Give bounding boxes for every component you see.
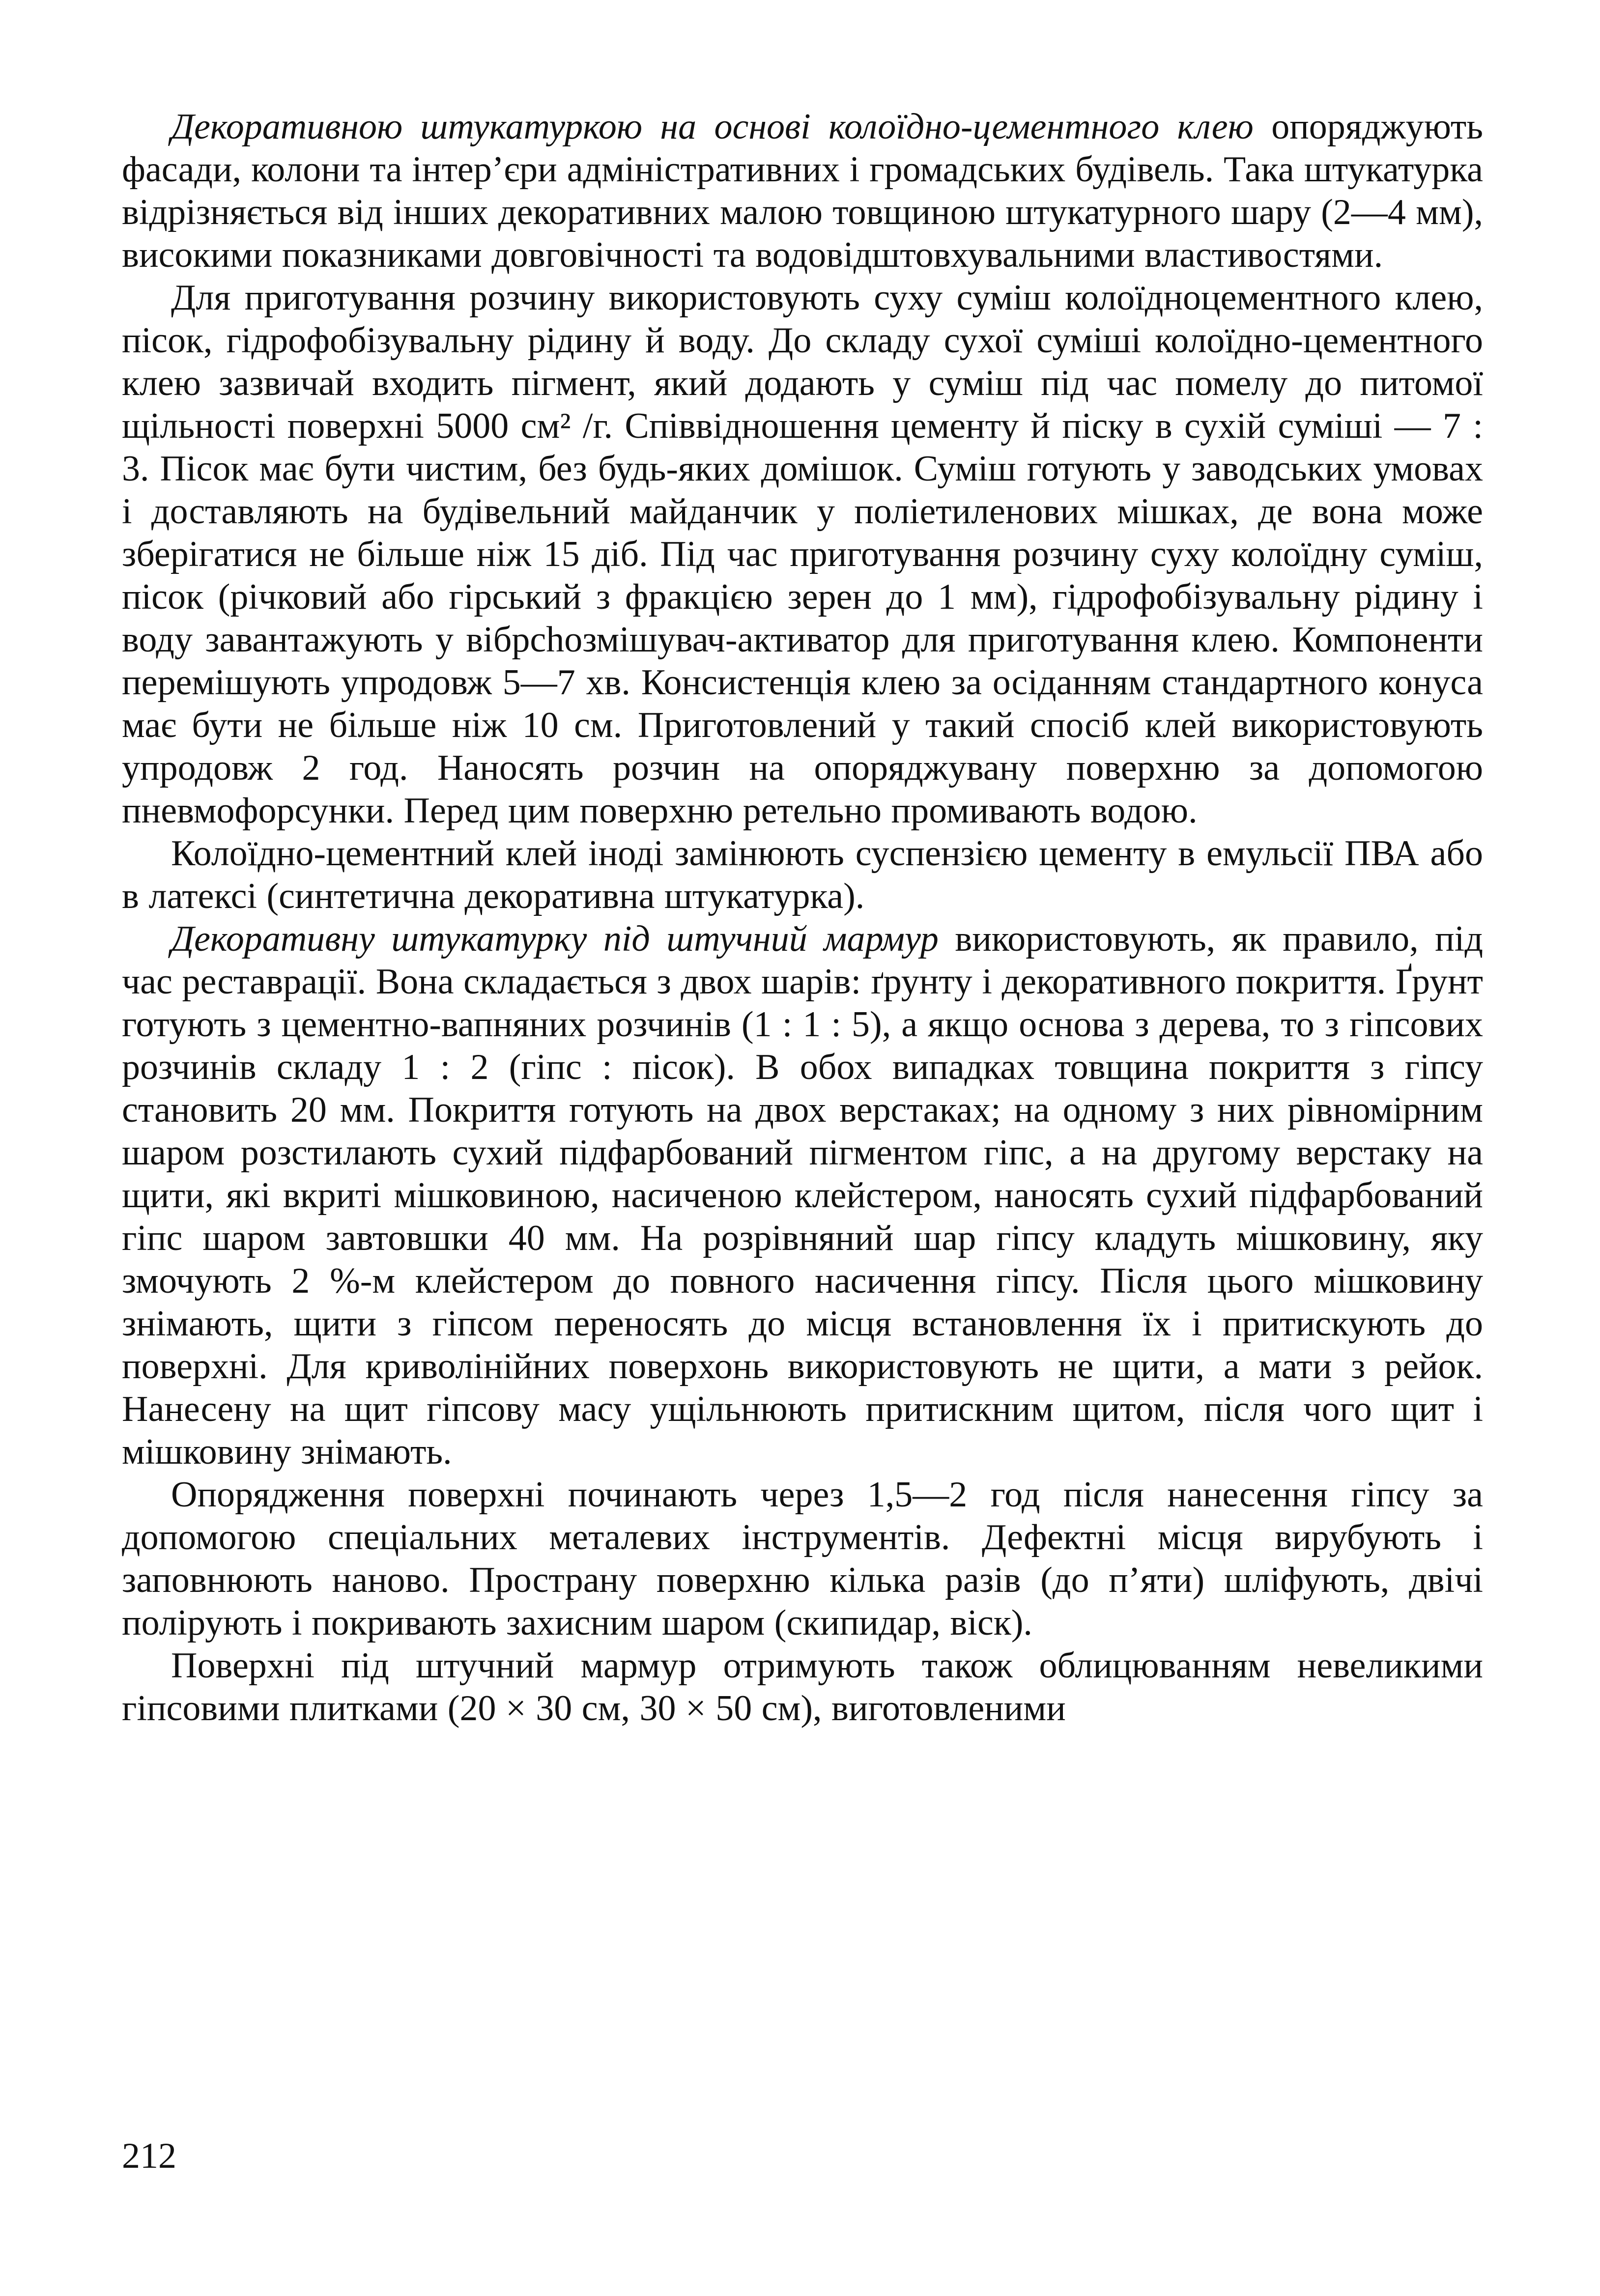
paragraph-text: опоряджують фасади, колони та інтер’єри адміністративних і громадських будівель. Така штукатурка відрізняється від інших декоративних малою товщиною штукатурного шару (2—4 мм), високими показниками довговічності та водовідштовхувальними властивостями. (122, 107, 1484, 275)
paragraph-gypsum-tiles (122, 1644, 1483, 1730)
paragraph-text: Для приготування розчину використовують суху суміш колоїдноцементного клею, пісок, гідрофобізувальну рідину й воду. До складу сухої суміші колоїдно-цементного клею зазвичай входить пігмент, який додають у суміш під час помелу до питомої щільності поверхні 5000 см² /г. Співвідношення цементу й піску в сухій суміші — 7 : 3. Пісок має бути чистим, без будь-яких домішок. Суміш готують у заводських умовах і доставляють на будівельний майданчик у поліетиленових мішках, де вона може зберігатися не більше ніж 15 діб. Під час приготування розчину суху колоїдну суміш, пісок (річковий або гірський з фракцією зерен до 1 мм), гідрофобізувальну рідину і воду завантажують у вібрchoзмішувач-активатор для приготування клею. Компоненти перемішують упродовж 5—7 хв. Консистенція клею за осіданням стандартного конуса має бути не більше ніж 10 см. Приготовлений у такий спосіб клей використовують упродовж 2 год. Наносять розчин на опоряджувану поверхню за допомогою пневмофорсунки. Перед цим поверхню ретельно промивають водою. (122, 278, 1483, 831)
page-number: 212 (122, 2136, 176, 2176)
paragraph-mortar-preparation (122, 277, 1483, 832)
paragraph-lead-italic: Декоративною штукатуркою на основі колоїдно-цементного клею (171, 107, 1254, 147)
paragraph-lead-italic: Декоративну штукатурку під штучний мармур (171, 919, 939, 959)
paragraph-decorative-plaster-colloid-cement (122, 106, 1483, 277)
paragraph-text: використовують, як правило, під час реставрації. Вона складається з двох шарів: ґрунту і декоративного покриття. Ґрунт готують з цементно-вапняних розчинів (1 : 1 : 5), а якщо основа з дерева, то з гіпсових розчинів складу 1 : 2 (гіпс : пісок). В обох випадках товщина покриття з гіпсу становить 20 мм. Покриття готують на двох верстаках; на одному з них рівномірним шаром розстилають сухий підфарбований пігментом гіпс, а на другому верстаку на щити, які вкриті мішковиною, насиченою клейстером, наносять сухий підфарбований гіпс шаром завтовшки 40 мм. На розрівняний шар гіпсу кладуть мішковину, яку змочують 2 %-м клейстером до повного насичення гіпсу. Після цього мішковину знімають, щити з гіпсом переносять до місця встановлення їх і притискують до поверхні. Для криволінійних поверхонь використовують не щити, а мати з рейок. Нанесену на щит гіпсову масу ущільнюють притискним щитом, після чого щит і мішковину знімають. (122, 919, 1483, 1472)
page-body (122, 106, 1483, 2189)
paragraph-text: Опорядження поверхні починають через 1,5—2 год після нанесення гіпсу за допомогою спеціальних металевих інструментів. Дефектні місця вирубують і заповнюють наново. Пространу поверхню кілька разів (до п’яти) шліфують, двічі полірують і покривають захисним шаром (скипидар, віск). (122, 1474, 1483, 1643)
paragraph-text: Поверхні під штучний мармур отримують також облицюванням невеликими гіпсовими плитками (20 × 30 см, 30 × 50 см), виготовленими (122, 1645, 1483, 1729)
paragraph-surface-finishing (122, 1474, 1483, 1644)
paragraph-glue-substitution (122, 832, 1483, 918)
paragraph-text: Колоїдно-цементний клей іноді замінюють суспензією цементу в емульсії ПВА або в латексі (синтетична декоративна штукатурка). (122, 833, 1483, 916)
paragraph-artificial-marble (122, 918, 1483, 1474)
